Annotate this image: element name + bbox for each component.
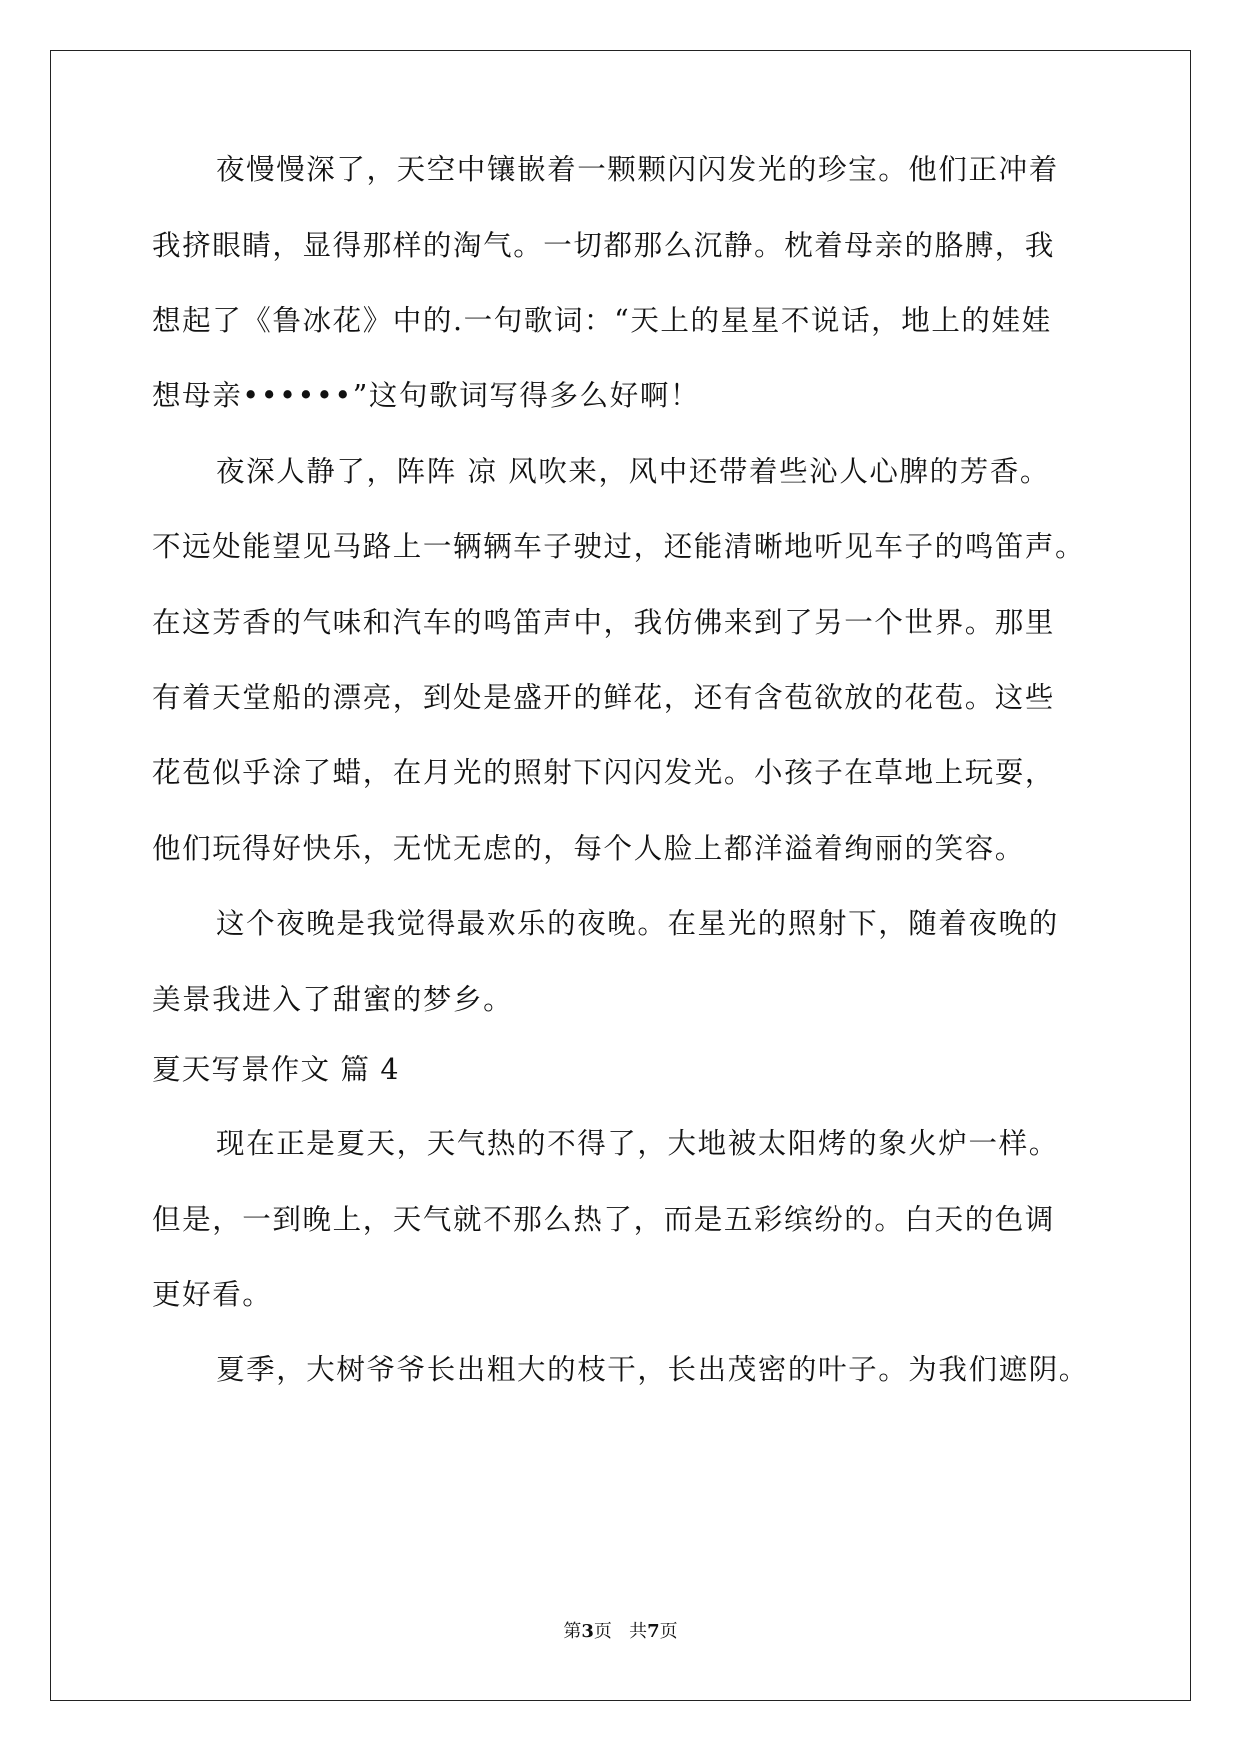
paragraph-2-line-4: 有着天堂船的漂亮，到处是盛开的鲜花，还有含苞欲放的花苞。这些 xyxy=(152,681,1056,714)
paragraph-3-line-2: 美景我进入了甜蜜的梦乡。 xyxy=(152,983,514,1016)
paragraph-2-line-5: 花苞似乎涂了蜡，在月光的照射下闪闪发光。小孩子在草地上玩耍， xyxy=(152,756,1056,789)
page-total-suffix: 页 xyxy=(659,1621,678,1642)
paragraph-3-line-1: 这个夜晚是我觉得最欢乐的夜晚。在星光的照射下，随着夜晚的 xyxy=(216,907,1059,940)
paragraph-2-line-2: 不远处能望见马路上一辆辆车子驶过，还能清晰地听见车子的鸣笛声。 xyxy=(152,530,1086,563)
paragraph-1-line-4: 想母亲••••••”这句歌词写得多么好啊！ xyxy=(152,379,701,412)
paragraph-1-line-3: 想起了《鲁冰花》中的.一句歌词：“天上的星星不说话，地上的娃娃 xyxy=(152,304,1052,337)
paragraph-1-line-1: 夜慢慢深了，天空中镶嵌着一颗颗闪闪发光的珍宝。他们正冲着 xyxy=(216,153,1059,186)
paragraph-4-line-2: 但是，一到晚上，天气就不那么热了，而是五彩缤纷的。白天的色调 xyxy=(152,1203,1056,1236)
page-number-suffix: 页 xyxy=(593,1621,612,1642)
paragraph-2-line-3: 在这芳香的气味和汽车的鸣笛声中，我仿佛来到了另一个世界。那里 xyxy=(152,606,1056,639)
paragraph-5-line-1: 夏季，大树爷爷长出粗大的枝干，长出茂密的叶子。为我们遮阴。 xyxy=(216,1353,1089,1386)
page-number xyxy=(0,1620,1241,1644)
page-total: 7 xyxy=(647,1621,660,1642)
paragraph-2-line-6: 他们玩得好快乐，无忧无虑的，每个人脸上都洋溢着绚丽的笑容。 xyxy=(152,832,1025,865)
paragraph-1-line-2: 我挤眼睛，显得那样的淘气。一切都那么沉静。枕着母亲的胳膊，我 xyxy=(152,229,1056,262)
paragraph-4-line-1: 现在正是夏天，天气热的不得了，大地被太阳烤的象火炉一样。 xyxy=(216,1127,1059,1160)
page-number-current: 3 xyxy=(581,1621,594,1642)
paragraph-2-line-1: 夜深人静了，阵阵 凉 风吹来，风中还带着些沁人心脾的芳香。 xyxy=(216,455,1051,488)
section-heading: 夏天写景作文 篇 4 xyxy=(152,1053,400,1086)
page-border xyxy=(50,50,1191,1701)
page-number-prefix: 第 xyxy=(563,1621,582,1642)
page-total-prefix: 共 xyxy=(629,1621,648,1642)
paragraph-4-line-3: 更好看。 xyxy=(152,1278,273,1311)
